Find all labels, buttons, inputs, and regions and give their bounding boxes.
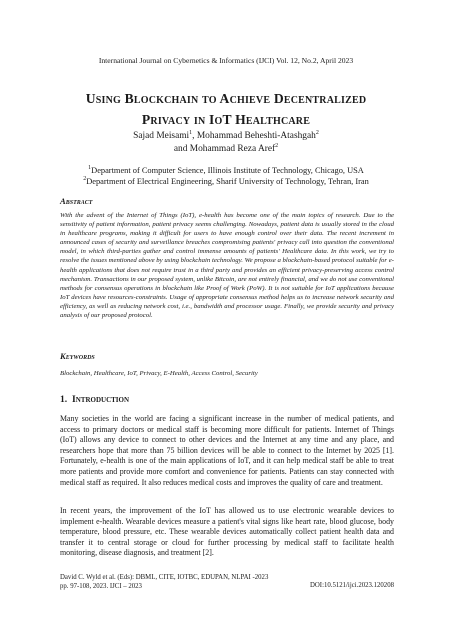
affil-mark: 1 — [88, 165, 92, 172]
author-affil-mark: 2 — [315, 129, 319, 136]
affiliations — [0, 165, 452, 187]
author-list — [0, 130, 452, 155]
section-number: 1. — [60, 394, 68, 405]
affil-text: Department of Computer Science, Illinois Institute of Technology, Chicago, USA — [91, 166, 364, 175]
abstract-text: With the advent of the Internet of Things (IoT), e-health has become one of the main topics of research. Due to the sensitivity of patient information, patient privacy seems challenging. Nowadays, patient data is usually stored in the cloud in healthcare programs, making it difficult for users to have enough control over their data. The recent increment in announced cases of security and surveillance breaches compromising patients' privacy call into question the conventional model, in which third-parties gather and control immense amounts of patients' Healthcare data. In this work, we try to resolve the issues mentioned above by using blockchain technology. We propose a blockchain-based protocol suitable for e-health applications that does not require trust in a third party and provides an efficient privacy-preserving access control mechanism. Transactions in our proposed system, unlike Bitcoin, are not entirely financial, and we do not use conventional methods for consensus operations in blockchain like Proof of Work (PoW). It is not suitable for IoT applications because IoT devices have resources-constraints. Usage of appropriate consensus method helps us to increase network security and efficiency, as well as reducing network cost, i.e., bandwidth and processor usage. Finally, we provide security and privacy analysis of our proposed protocol. — [60, 212, 394, 320]
title-line-2: Privacy in IoT Healthcare — [141, 112, 311, 127]
affiliation-2 — [0, 176, 452, 187]
affil-mark: 2 — [83, 176, 87, 183]
keywords-heading: Keywords — [60, 351, 95, 361]
footer-line-1: David C. Wyld et al. (Eds): DBML, CITE, IOTBC, EDUPAN, NLPAI -2023 — [60, 574, 269, 581]
author-affil-mark: 2 — [275, 142, 279, 149]
author-name: Sajad Meisami — [133, 131, 190, 141]
abstract-heading: Abstract — [60, 196, 93, 206]
author-name: and Mohammad Reza Aref — [173, 143, 276, 154]
footer-line-2: pp. 97-108, 2023. IJCI – 2023 — [60, 583, 142, 590]
paper-title — [40, 88, 412, 130]
authors-line-2 — [0, 143, 452, 156]
intro-paragraph-2: In recent years, the improvement of the IoT has allowed us to use electronic wearable devices to implement e-health. Wearable devices measure a patient's vital signs like heart rate, blood glucose, body temperature, blood pressure, etc. These wearable devices automatically collect patient health data and transfer it to central storage or cloud for further processing by medical staff to facilitate health monitoring, disease diagnosis, and treatment [2]. — [60, 506, 394, 558]
section-title: Introduction — [72, 394, 130, 405]
section-heading — [60, 394, 129, 405]
footer-doi: DOI:10.5121/ijci.2023.120208 — [309, 582, 394, 589]
keywords-text: Blockchain, Healthcare, IoT, Privacy, E-Health, Access Control, Security — [60, 370, 258, 377]
author-affil-mark: 1 — [189, 129, 193, 136]
affil-text: Department of Electrical Engineering, Sharif University of Technology, Tehran, Iran — [86, 177, 369, 186]
title-line-1: Using Blockchain to Achieve Decentralized — [85, 91, 367, 106]
intro-paragraph-1: Many societies in the world are facing a significant increase in the number of medical patients, and access to primary doctors or medical staff is becoming more difficult for patients. Internet of Things (IoT) allows any device to connect to other devices and the Internet at any time and any place, and researchers hope that more than 75 billion devices will be able to connect to the Internet by 2025 [1]. Fortunately, e-health is one of the main applications of IoT, and it can help medical staff be able to treat more patients and provide more comfort and convenience for patients. Patients can stay connected with medical staff as required. It also reduces medical costs and improves the quality of care and treatment. — [60, 414, 394, 487]
footer-citation — [60, 573, 268, 591]
authors-line-1 — [0, 130, 452, 143]
affiliation-1 — [0, 165, 452, 176]
author-name: , Mohammad Beheshti-Atashgah — [192, 131, 316, 141]
journal-header: International Journal on Cybernetics & Informatics (IJCI) Vol. 12, No.2, April 2023 — [98, 56, 354, 65]
